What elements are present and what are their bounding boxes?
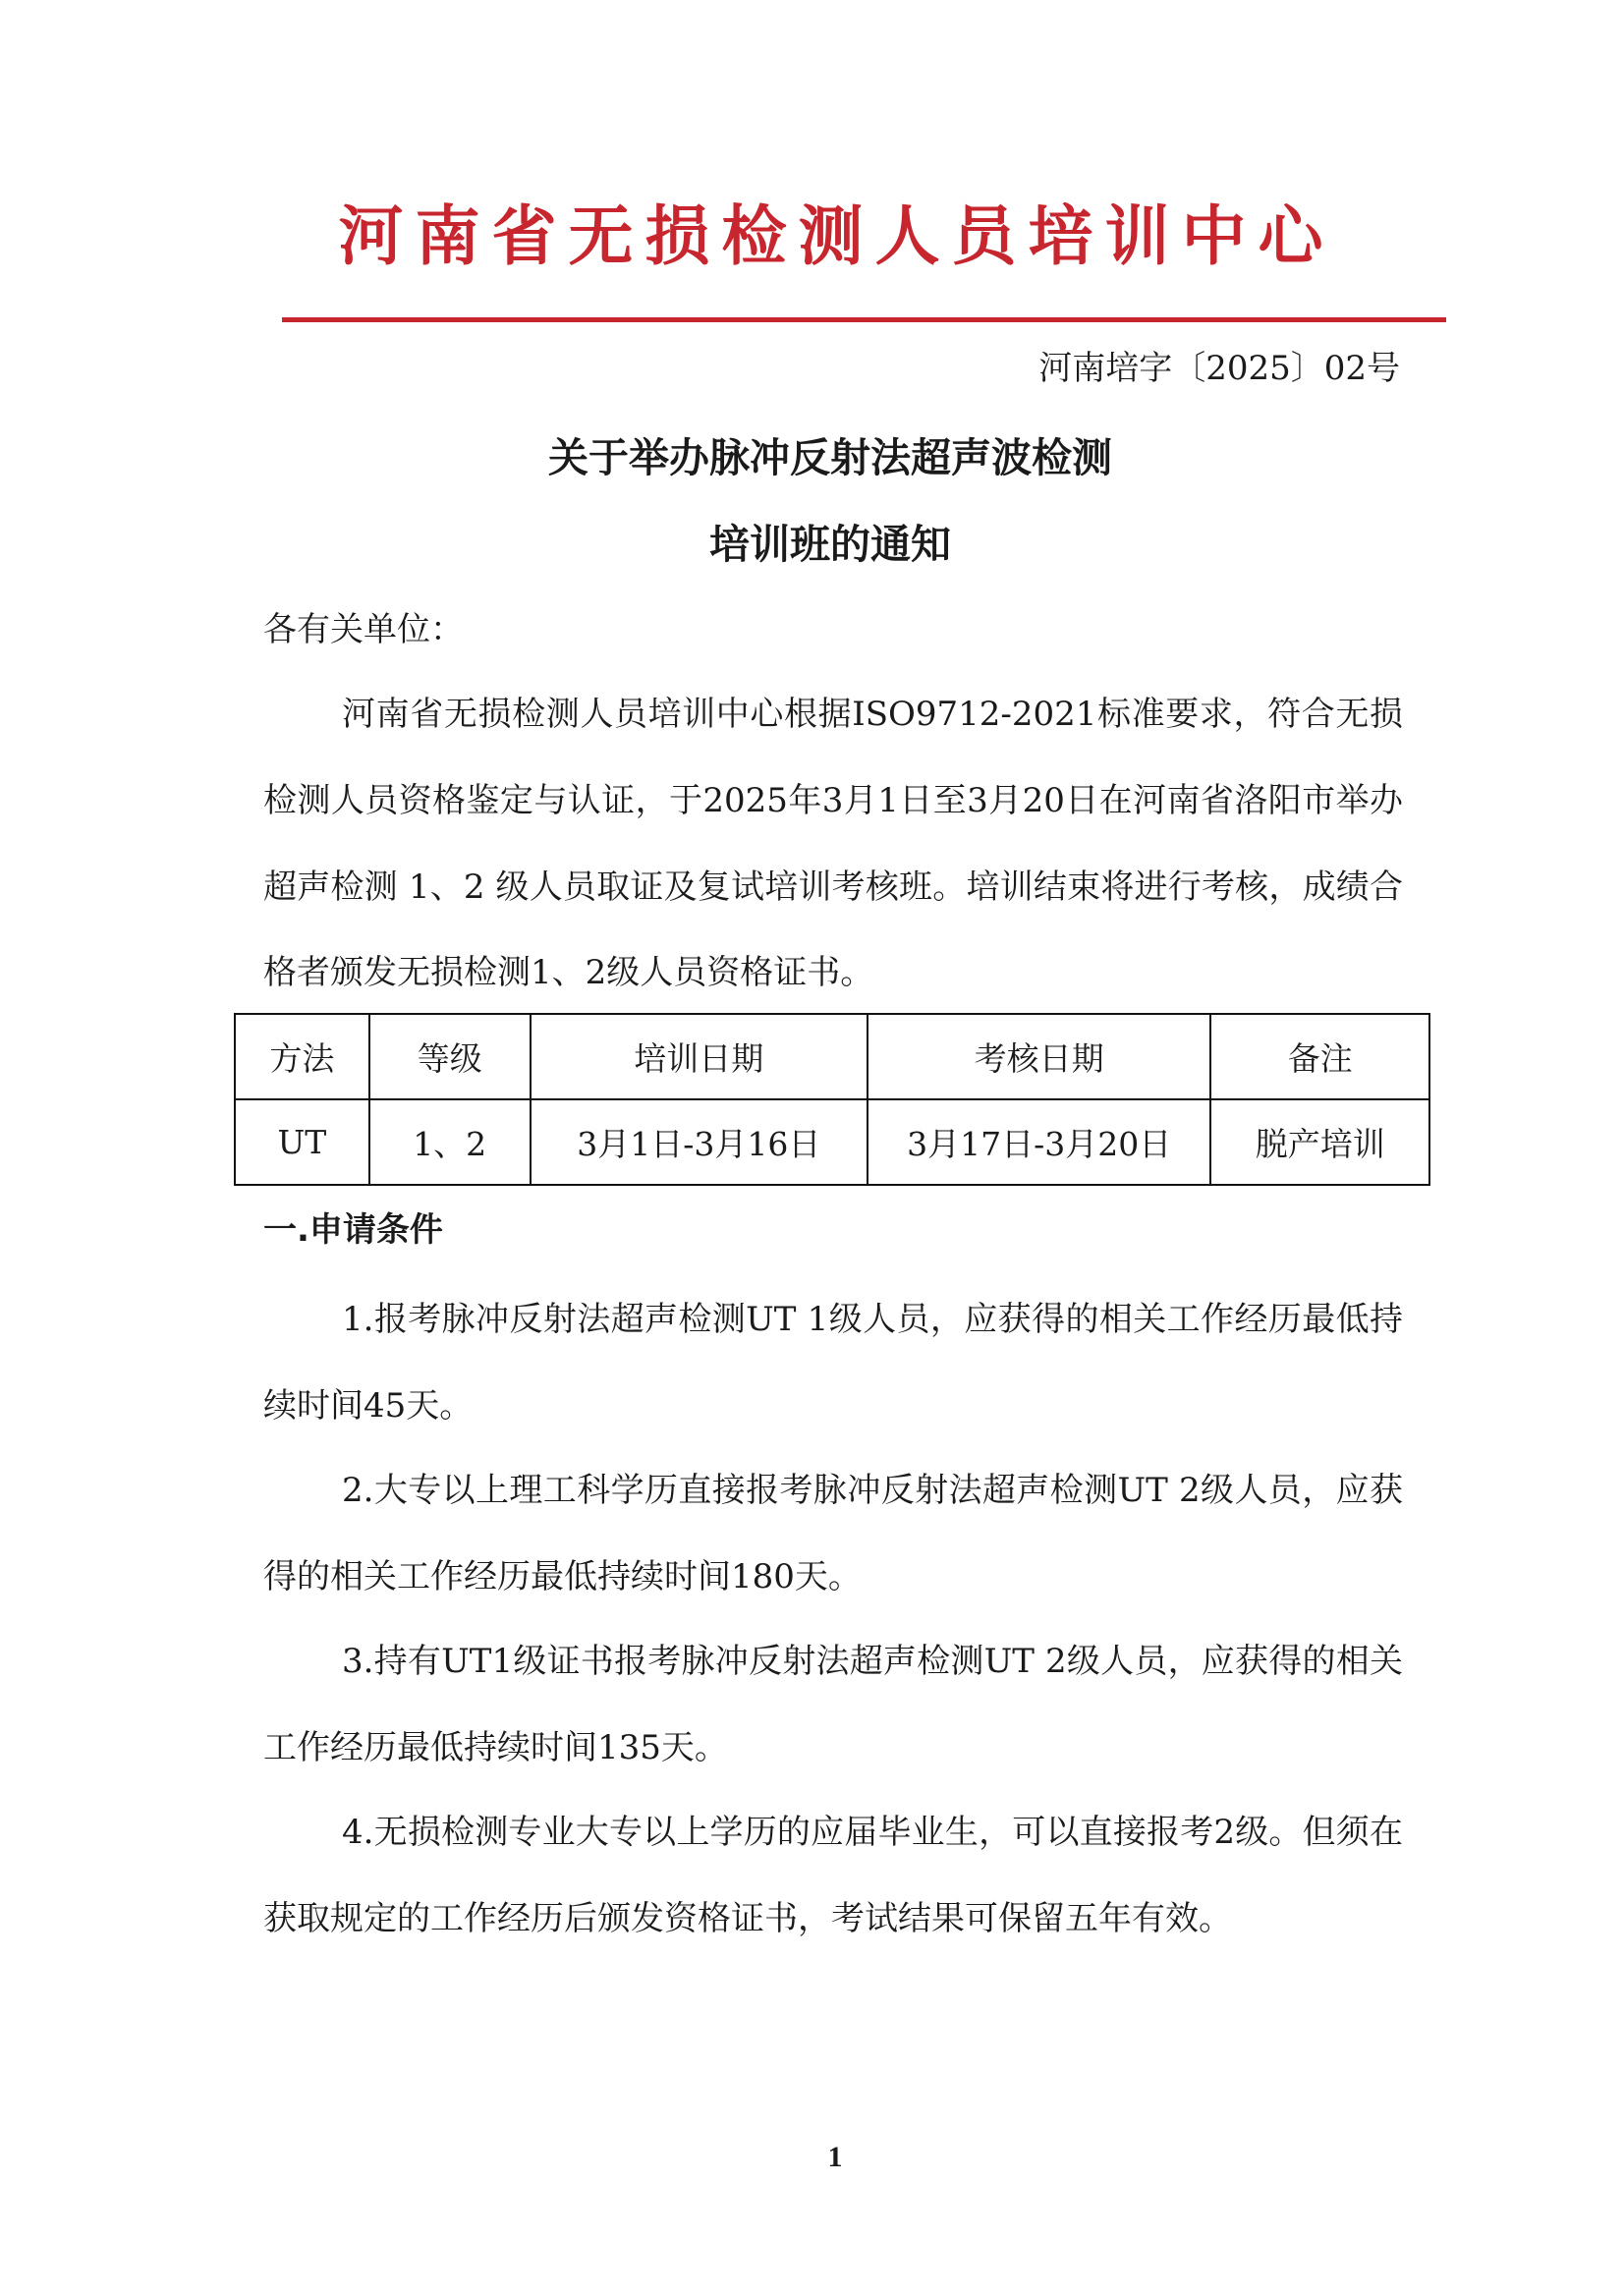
cell-training-date: 3月1日-3月16日: [531, 1099, 868, 1185]
conditions-heading: 一.申请条件: [263, 1210, 443, 1250]
intro-paragraph: 河南省无损检测人员培训中心根据ISO9712-2021标准要求，符合无损检测人员资格鉴定与认证，于2025年3月1日至3月20日在河南省洛阳市举办超声检测 1、2 级人员取证及复试培训考核班。培训结束将进行考核，成绩合格者颁发无损检测1、2级人员资格证书。: [263, 695, 1403, 993]
table-row: [235, 1099, 1429, 1185]
condition-item: 3.持有UT1级证书报考脉冲反射法超声检测UT 2级人员，应获得的相关工作经历最低持续时间135天。: [263, 1642, 1403, 1767]
column-header-method: 方法: [235, 1014, 369, 1099]
condition-item: 1.报考脉冲反射法超声检测UT 1级人员，应获得的相关工作经历最低持续时间45天。: [263, 1300, 1403, 1426]
cell-remarks: 脱产培训: [1210, 1099, 1429, 1185]
cell-exam-date: 3月17日-3月20日: [868, 1099, 1210, 1185]
condition-item: 4.无损检测专业大专以上学历的应届毕业生，可以直接报考2级。但须在获取规定的工作经历后颁发资格证书，考试结果可保留五年有效。: [263, 1813, 1403, 1938]
condition-item: 2.大专以上理工科学历直接报考脉冲反射法超声检测UT 2级人员，应获得的相关工作经历最低持续时间180天。: [263, 1471, 1403, 1596]
column-header-level: 等级: [369, 1014, 531, 1099]
column-header-exam-date: 考核日期: [868, 1014, 1210, 1099]
notice-title-line-1: 关于举办脉冲反射法超声波检测: [548, 434, 1112, 481]
cell-method: UT: [235, 1099, 369, 1185]
column-header-remarks: 备注: [1210, 1014, 1429, 1099]
document-number: 河南培字〔2025〕02号: [1038, 349, 1400, 388]
cell-level: 1、2: [369, 1099, 531, 1185]
column-header-training-date: 培训日期: [531, 1014, 868, 1099]
salutation: 各有关单位：: [263, 610, 464, 649]
notice-title-line-2: 培训班的通知: [709, 521, 951, 568]
header-divider: [282, 317, 1446, 322]
table-header-row: [235, 1014, 1429, 1099]
schedule-table: [234, 1013, 1430, 1186]
page-number: 1: [827, 2141, 843, 2173]
organization-title: 河南省无损检测人员培训中心: [338, 198, 1335, 274]
